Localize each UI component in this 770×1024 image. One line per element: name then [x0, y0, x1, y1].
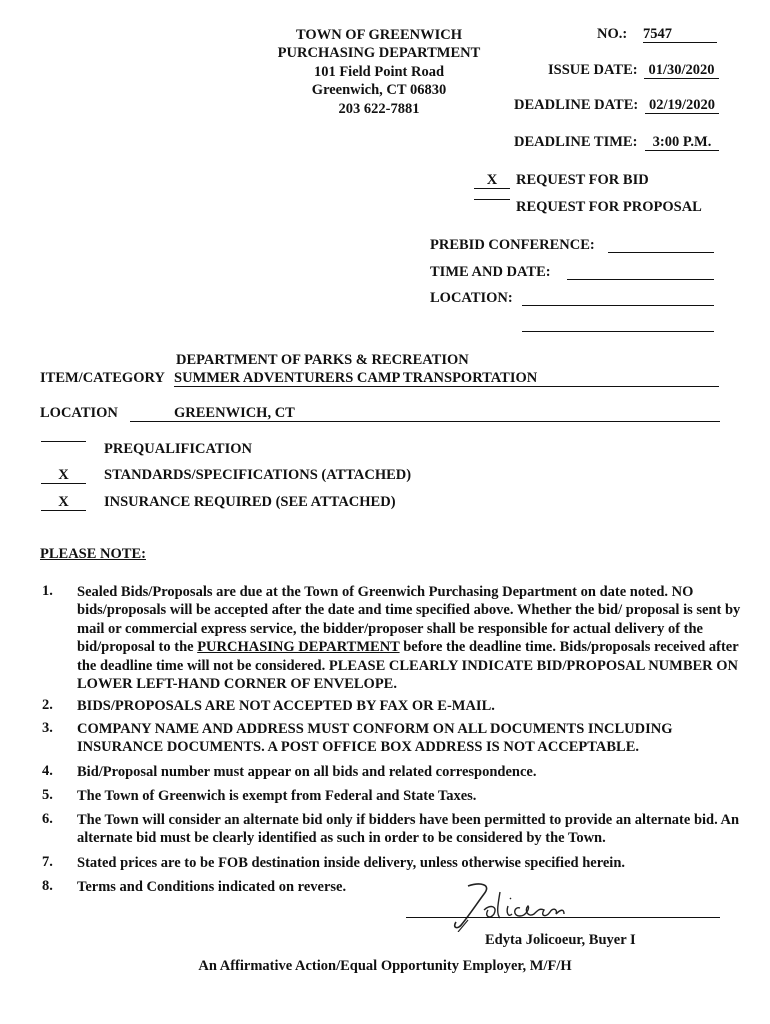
check-insurance-label: INSURANCE REQUIRED (SEE ATTACHED) [104, 494, 396, 510]
location-line-lead [130, 421, 174, 422]
signer-name: Edyta Jolicoeur, Buyer I [485, 932, 636, 948]
location-label: LOCATION [40, 405, 118, 421]
org-street: 101 Field Point Road [313, 63, 445, 80]
deadline-time-value: 3:00 P.M. [645, 134, 719, 151]
note-text: BIDS/PROPOSALS ARE NOT ACCEPTED BY FAX OR E-MAIL. [77, 698, 495, 714]
note-text: Sealed Bids/Proposals are due at the Town of Greenwich Purchasing Department on date noted. NO bids/proposals will be accepted after the date and time specified above. Whether the bid/ proposal is sent by mail or commercial express service, the bidder/proposer shall be responsible for actual delivery of the bid/proposal to the [77, 584, 741, 656]
request-proposal-label: REQUEST FOR PROPOSAL [516, 199, 702, 215]
note-item [77, 583, 757, 693]
prebid-location-line-2 [522, 331, 714, 332]
department-name: DEPARTMENT OF PARKS & RECREATION [176, 352, 469, 368]
check-standards-label: STANDARDS/SPECIFICATIONS (ATTACHED) [104, 467, 412, 483]
note-text: COMPANY NAME AND ADDRESS MUST CONFORM ON ALL DOCUMENTS INCLUDING INSURANCE DOCUMENTS. A POST OFFICE BOX ADDRESS IS NOT ACCEPTABLE. [77, 721, 673, 756]
org-phone: 203 622-7881 [338, 100, 420, 117]
note-underlined: PURCHASING DEPARTMENT [197, 639, 400, 656]
issue-date-value: 01/30/2020 [644, 62, 719, 79]
note-text: The Town of Greenwich is exempt from Federal and State Taxes. [77, 788, 477, 804]
note-number: 5. [42, 787, 53, 803]
prebid-conference-label: PREBID CONFERENCE: [430, 237, 595, 253]
prebid-location-label: LOCATION: [430, 290, 513, 306]
note-text: Bid/Proposal number must appear on all bids and related correspondence. [77, 764, 537, 780]
check-prequalification-label: PREQUALIFICATION [104, 441, 252, 457]
item-category-label: ITEM/CATEGORY [40, 370, 165, 386]
org-department: PURCHASING DEPARTMENT [277, 45, 481, 62]
please-note-title: PLEASE NOTE: [40, 546, 146, 562]
issue-date-label: ISSUE DATE: [548, 62, 638, 78]
note-text: Terms and Conditions indicated on reverse. [77, 879, 347, 895]
signature-line [406, 917, 720, 918]
item-category-value: SUMMER ADVENTURERS CAMP TRANSPORTATION [174, 370, 719, 387]
request-bid-label: REQUEST FOR BID [516, 172, 649, 188]
note-text: Stated prices are to be FOB destination inside delivery, unless otherwise specified herein. [77, 855, 626, 871]
prebid-time-line [567, 279, 714, 280]
prebid-location-line [522, 305, 714, 306]
org-block [274, 26, 484, 118]
bid-number-value: 7547 [643, 26, 717, 43]
deadline-time-label: DEADLINE TIME: [514, 134, 638, 150]
deadline-date-label: DEADLINE DATE: [514, 97, 639, 113]
check-prequalification-mark [41, 441, 86, 442]
signature [440, 880, 610, 932]
note-number: 3. [42, 720, 53, 736]
prebid-conference-line [608, 252, 714, 253]
request-bid-mark: X [474, 172, 510, 189]
note-number: 1. [42, 583, 53, 599]
note-number: 6. [42, 811, 53, 827]
org-city: Greenwich, CT 06830 [311, 82, 447, 99]
org-name: TOWN OF GREENWICH [296, 27, 462, 43]
check-insurance-mark: X [41, 494, 86, 511]
check-standards-mark: X [41, 467, 86, 484]
note-text: The Town will consider an alternate bid only if bidders have been permitted to provide an alternate bid. An alternate bid must be clearly identified as such in order to be considered by the Town. [77, 812, 740, 847]
deadline-date-value: 02/19/2020 [645, 97, 719, 114]
note-number: 4. [42, 763, 53, 779]
location-value: GREENWICH, CT [174, 405, 720, 422]
note-number: 7. [42, 854, 53, 870]
note-number: 2. [42, 697, 53, 713]
prebid-time-label: TIME AND DATE: [430, 264, 551, 280]
note-text: before the deadline time. Bids/proposals received after the deadline time will not be considered. PLEASE CLEARLY INDICATE BID/PROPOSAL NUMBER ON LOWER LEFT-HAND CORNER OF ENVELOPE. [77, 639, 739, 693]
request-proposal-mark [474, 199, 510, 200]
note-number: 8. [42, 878, 53, 894]
footer-eeo: An Affirmative Action/Equal Opportunity Employer, M/F/H [198, 958, 572, 974]
bid-number-label: NO.: [597, 26, 628, 42]
